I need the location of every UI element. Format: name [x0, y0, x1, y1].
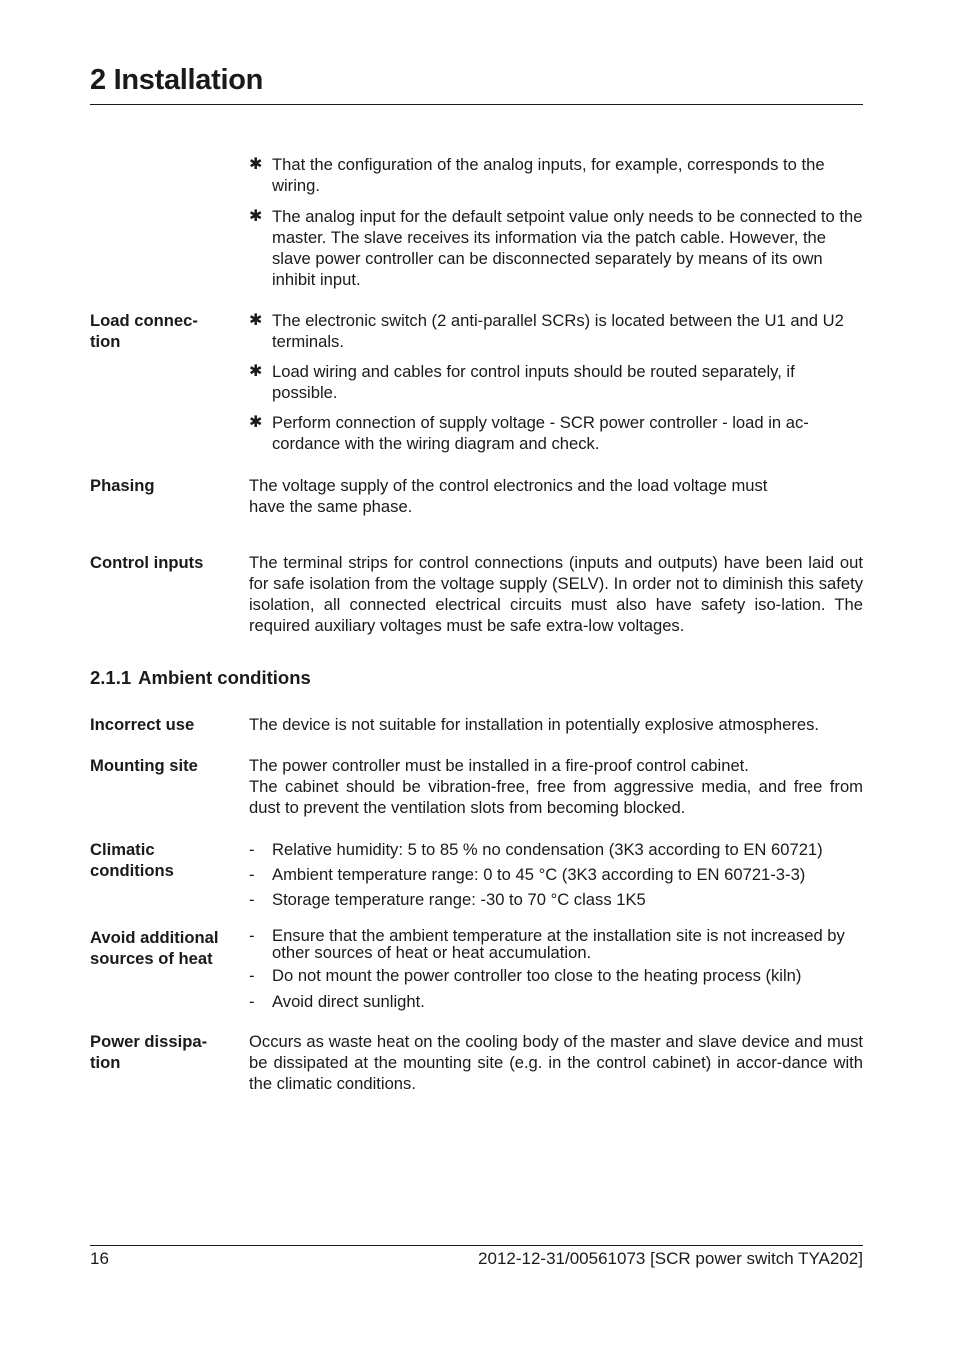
avoid-heat-item-text: Do not mount the power controller too close to the heating process (kiln) [272, 966, 802, 985]
mounting-site-content [249, 755, 863, 818]
dash-bullet-icon: - [249, 992, 255, 1011]
load-connection-list [249, 310, 863, 454]
star-bullet-icon: ✱ [249, 312, 263, 329]
footer-rule [90, 1245, 863, 1246]
dash-bullet-icon: - [249, 966, 255, 985]
dash-bullet-icon: - [249, 865, 255, 884]
load-connection-item-2 [249, 361, 863, 403]
control-inputs-text: The terminal strips for control connections (inputs and outputs) have been laid out for safe isolation from the voltage supply (SELV). In order not to diminish this safety isolation, all connected electrical circuits must also have safety iso-lation. The required auxiliary voltages must be safe extra-low voltages. [249, 553, 863, 635]
phasing-text: The voltage supply of the control electronics and the load voltage must have the same phase. [249, 476, 768, 516]
intro-item-2 [249, 206, 863, 290]
climatic-label: Climatic conditions [90, 840, 174, 880]
climatic-item-3 [249, 889, 863, 910]
climatic-list [249, 839, 863, 910]
star-bullet-icon: ✱ [249, 414, 263, 431]
climatic-item-text: Storage temperature range: -30 to 70 °C class 1K5 [272, 890, 646, 909]
load-connection-item-text: Perform connection of supply voltage - SCR power controller - load in ac-cordance with the wiring diagram and check. [272, 413, 809, 453]
phasing-label: Phasing [90, 476, 155, 495]
load-connection-item-text: Load wiring and cables for control inputs should be routed separately, if possible. [272, 362, 795, 402]
star-bullet-icon: ✱ [249, 363, 263, 380]
control-inputs-label: Control inputs [90, 553, 204, 572]
climatic-item-2 [249, 864, 863, 885]
star-bullet-icon: ✱ [249, 208, 263, 225]
incorrect-use-text: The device is not suitable for installation in potentially explosive atmospheres. [249, 715, 820, 734]
load-connection-label: Load connec-tion [90, 311, 198, 351]
section-title: Ambient conditions [138, 667, 311, 688]
climatic-item-text: Ambient temperature range: 0 to 45 °C (3K3 according to EN 60721-3-3) [272, 865, 806, 884]
dash-bullet-icon: - [249, 840, 255, 859]
avoid-heat-list [249, 927, 863, 1012]
dash-bullet-icon: - [249, 926, 255, 945]
document-info: 2012-12-31/00561073 [SCR power switch TYA202] [478, 1249, 863, 1268]
header-rule [90, 104, 863, 105]
star-bullet-icon: ✱ [249, 156, 263, 173]
avoid-heat-item-text: Ensure that the ambient temperature at the installation site is not increased by other sources of heat or heat accumulation. [272, 926, 845, 962]
avoid-heat-item-text: Avoid direct sunlight. [272, 992, 425, 1011]
avoid-heat-item-3 [249, 991, 863, 1012]
section-heading [90, 667, 311, 689]
load-connection-item-3 [249, 412, 863, 454]
section-number: 2.1.1 [90, 667, 132, 688]
mounting-site-line-2: The cabinet should be vibration-free, free from aggressive media, and free from dust to prevent the ventilation slots from becoming blocked. [249, 777, 863, 817]
climatic-item-text: Relative humidity: 5 to 85 % no condensation (3K3 according to EN 60721) [272, 840, 823, 859]
incorrect-use-label: Incorrect use [90, 715, 195, 734]
intro-item-text: The analog input for the default setpoint value only needs to be connected to the master. The slave receives its information via the patch cable. However, the slave power controller can be disconnected separately by means of its own inhibit input. [272, 207, 863, 289]
intro-item-1 [249, 154, 863, 196]
avoid-heat-item-2 [249, 965, 863, 986]
dash-bullet-icon: - [249, 890, 255, 909]
page-number: 16 [90, 1249, 109, 1268]
load-connection-item-text: The electronic switch (2 anti-parallel SCRs) is located between the U1 and U2 terminals. [272, 311, 844, 351]
intro-list [249, 154, 863, 290]
climatic-item-1 [249, 839, 863, 860]
avoid-heat-label: Avoid additional sources of heat [90, 928, 219, 968]
mounting-site-line-1: The power controller must be installed in a fire-proof control cabinet. [249, 756, 749, 775]
intro-item-text: That the configuration of the analog inputs, for example, corresponds to the wiring. [272, 155, 825, 195]
chapter-title: 2 Installation [90, 64, 264, 96]
load-connection-item-1 [249, 310, 863, 352]
power-dissipation-label: Power dissipa-tion [90, 1032, 208, 1072]
avoid-heat-item-1 [249, 927, 863, 961]
power-dissipation-text: Occurs as waste heat on the cooling body of the master and slave device and must be dissipated at the mounting site (e.g. in the control cabinet) in accor-dance with the climatic conditions. [249, 1032, 863, 1093]
mounting-site-label: Mounting site [90, 756, 198, 775]
